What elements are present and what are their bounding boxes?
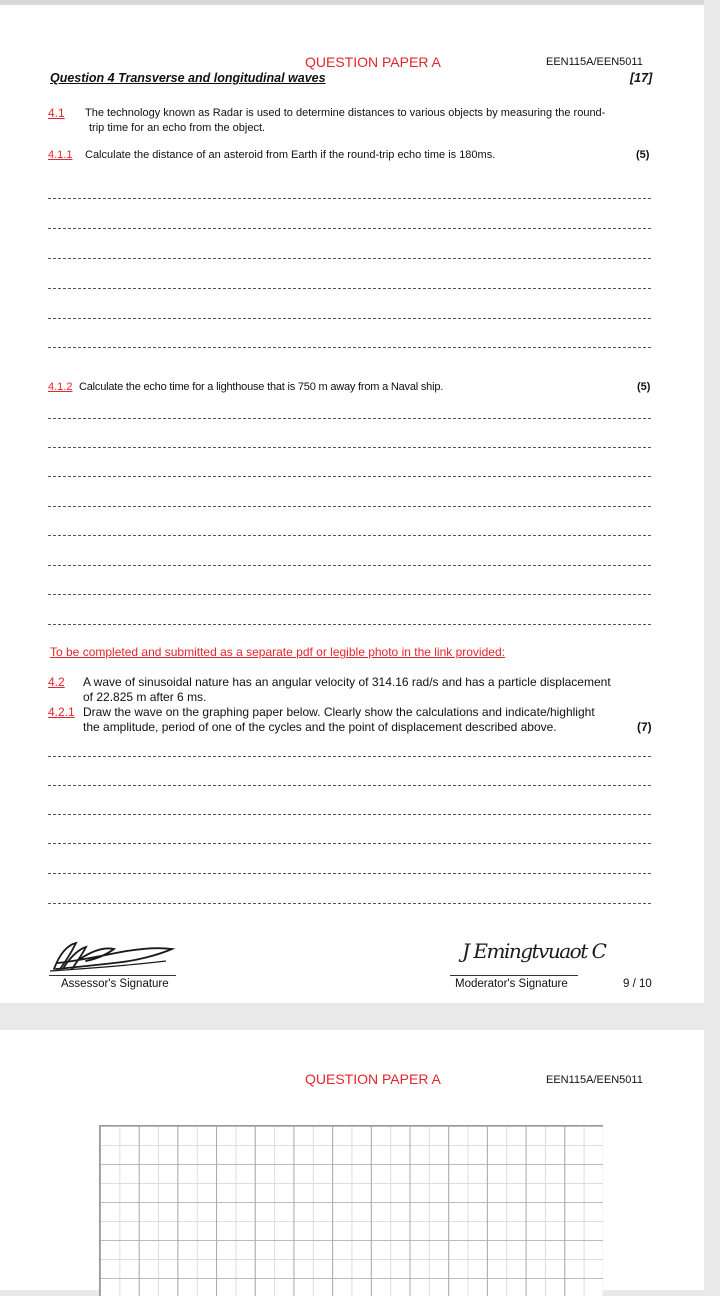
q41-number: 4.1 bbox=[48, 106, 65, 120]
q421-text-line1: Draw the wave on the graphing paper below. Clearly show the calculations and indicate/highlight bbox=[83, 705, 595, 719]
answer-line bbox=[48, 843, 651, 844]
course-code: EEN115A/EEN5011 bbox=[546, 56, 643, 68]
document-page-10 bbox=[0, 1030, 704, 1290]
q421-number: 4.2.1 bbox=[48, 705, 75, 719]
assessor-signature-line bbox=[49, 975, 176, 976]
q421-marks: (7) bbox=[637, 720, 652, 734]
answer-line bbox=[48, 903, 651, 904]
answer-line bbox=[48, 347, 651, 348]
answer-line bbox=[48, 198, 651, 199]
q411-number: 4.1.1 bbox=[48, 149, 73, 161]
q411-marks: (5) bbox=[636, 149, 650, 161]
q412-marks: (5) bbox=[637, 381, 651, 393]
moderator-signature-label: Moderator's Signature bbox=[455, 978, 568, 990]
answer-line bbox=[48, 785, 651, 786]
paper-title: QUESTION PAPER A bbox=[305, 1071, 441, 1087]
answer-line bbox=[48, 873, 651, 874]
answer-line bbox=[48, 594, 651, 595]
question-title: Question 4 Transverse and longitudinal waves bbox=[50, 71, 326, 85]
paper-title: QUESTION PAPER A bbox=[305, 54, 441, 70]
answer-line bbox=[48, 814, 651, 815]
moderator-signature-image: J Emingtvuaot C bbox=[462, 939, 606, 963]
answer-line bbox=[48, 258, 651, 259]
answer-line bbox=[48, 535, 651, 536]
page-number: 9 / 10 bbox=[623, 978, 652, 990]
answer-line bbox=[48, 756, 651, 757]
answer-line bbox=[48, 318, 651, 319]
answer-line bbox=[48, 418, 651, 419]
total-marks: [17] bbox=[630, 71, 653, 85]
assessor-signature-image bbox=[46, 933, 186, 975]
answer-line bbox=[48, 447, 651, 448]
q411-text: Calculate the distance of an asteroid from Earth if the round-trip echo time is 180ms. bbox=[85, 149, 496, 161]
moderator-signature-line bbox=[450, 975, 578, 976]
q412-text: Calculate the echo time for a lighthouse that is 750 m away from a Naval ship. bbox=[79, 381, 444, 393]
q412-number: 4.1.2 bbox=[48, 381, 73, 393]
answer-line bbox=[48, 476, 651, 477]
answer-line bbox=[48, 565, 651, 566]
q41-text-line1: The technology known as Radar is used to determine distances to various objects by measuring the round- bbox=[85, 107, 606, 119]
course-code: EEN115A/EEN5011 bbox=[546, 1074, 643, 1086]
answer-line bbox=[48, 624, 651, 625]
q42-text-line1: A wave of sinusoidal nature has an angular velocity of 314.16 rad/s and has a particle displacement bbox=[83, 675, 611, 689]
answer-line bbox=[48, 506, 651, 507]
q42-text-line2: of 22.825 m after 6 ms. bbox=[83, 690, 207, 704]
q421-text-line2: the amplitude, period of one of the cycles and the point of displacement described above. bbox=[83, 720, 557, 734]
q41-text-line2: trip time for an echo from the object. bbox=[89, 122, 266, 134]
assessor-signature-label: Assessor's Signature bbox=[61, 978, 169, 990]
answer-line bbox=[48, 228, 651, 229]
graph-paper-grid bbox=[99, 1125, 603, 1296]
answer-line bbox=[48, 288, 651, 289]
q42-number: 4.2 bbox=[48, 675, 65, 689]
submission-note: To be completed and submitted as a separate pdf or legible photo in the link provided: bbox=[50, 645, 505, 659]
